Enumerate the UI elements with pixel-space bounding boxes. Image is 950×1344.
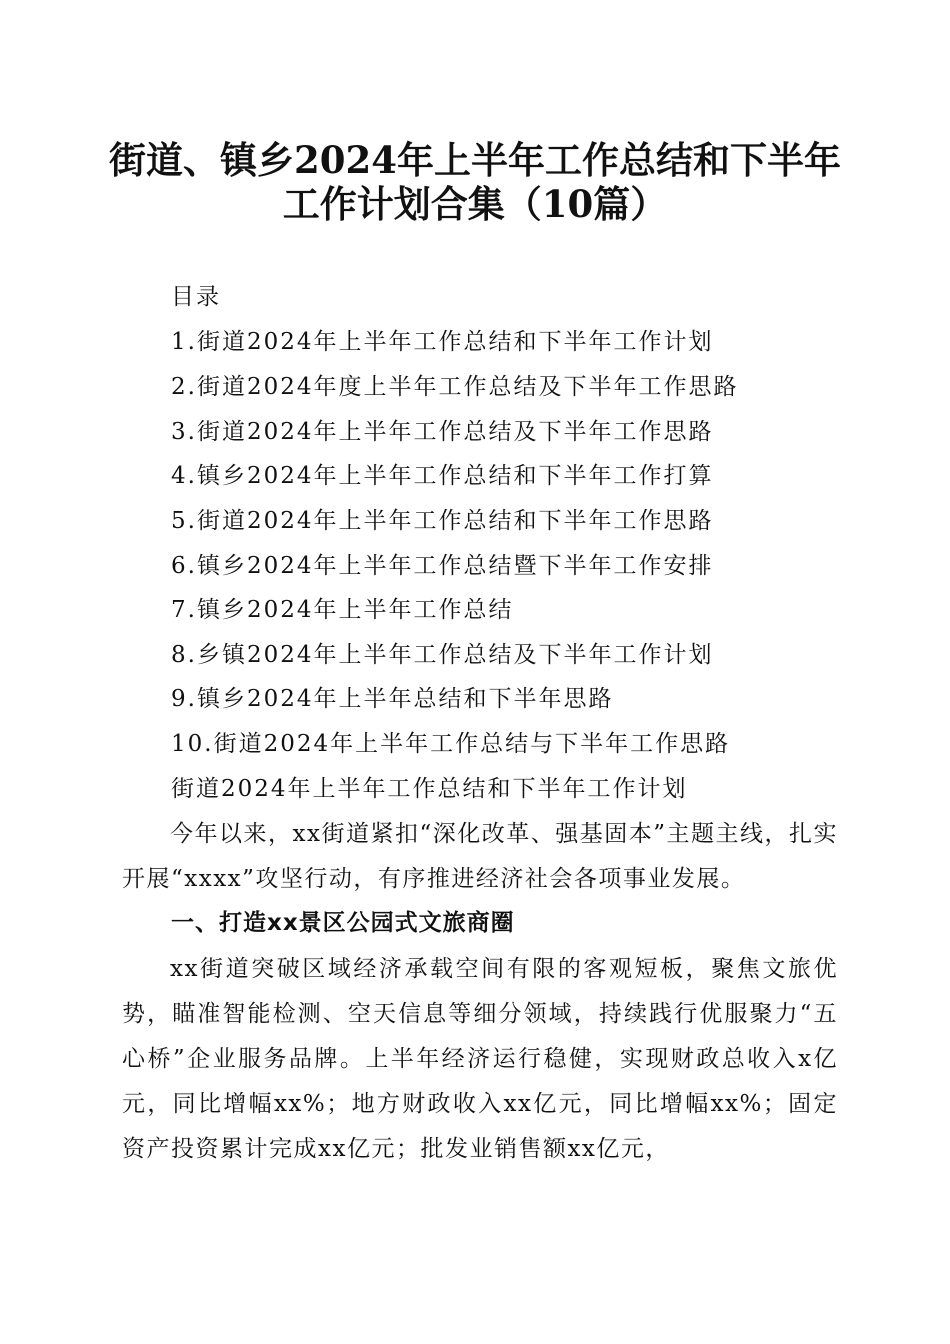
document-title-line2: 工作计划合集（10篇） — [282, 182, 668, 226]
toc-item: 5.街道2024年上半年工作总结和下半年工作思路 — [171, 508, 714, 534]
toc-item: 4.镇乡2024年上半年工作总结和下半年工作打算 — [171, 463, 714, 489]
document-title-line1: 街道、镇乡2024年上半年工作总结和下半年 — [109, 138, 841, 182]
section-paragraph: xx街道突破区域经济承载空间有限的客观短板，聚焦文旅优势，瞄准智能检测、空天信息等细分领域，持续践行优服聚力“五心桥”企业服务品牌。上半年经济运行稳健，实现财政总收入x亿元，同比增幅xx%；地方财政收入xx亿元，同比增幅xx%；固定资产投资累计完成xx亿元；批发业销售额xx亿元， — [122, 956, 838, 1162]
intro-paragraph: 今年以来，xx街道紧扣“深化改革、强基固本”主题主线，扎实开展“xxxx”攻坚行动，有序推进经济社会各项事业发展。 — [122, 821, 838, 892]
toc-item: 6.镇乡2024年上半年工作总结暨下半年工作安排 — [171, 553, 714, 579]
toc-item: 2.街道2024年度上半年工作总结及下半年工作思路 — [171, 374, 739, 400]
toc-item: 7.镇乡2024年上半年工作总结 — [171, 597, 514, 623]
toc-heading: 目录 — [171, 284, 221, 310]
toc-item: 10.街道2024年上半年工作总结与下半年工作思路 — [171, 731, 731, 757]
toc-item: 1.街道2024年上半年工作总结和下半年工作计划 — [171, 329, 714, 355]
section-heading: 一、打造xx景区公园式文旅商圈 — [171, 910, 515, 936]
article-title: 街道2024年上半年工作总结和下半年工作计划 — [171, 776, 688, 802]
toc-item: 3.街道2024年上半年工作总结及下半年工作思路 — [171, 419, 714, 445]
toc-item: 8.乡镇2024年上半年工作总结及下半年工作计划 — [171, 642, 714, 668]
toc-item: 9.镇乡2024年上半年总结和下半年思路 — [171, 686, 614, 712]
